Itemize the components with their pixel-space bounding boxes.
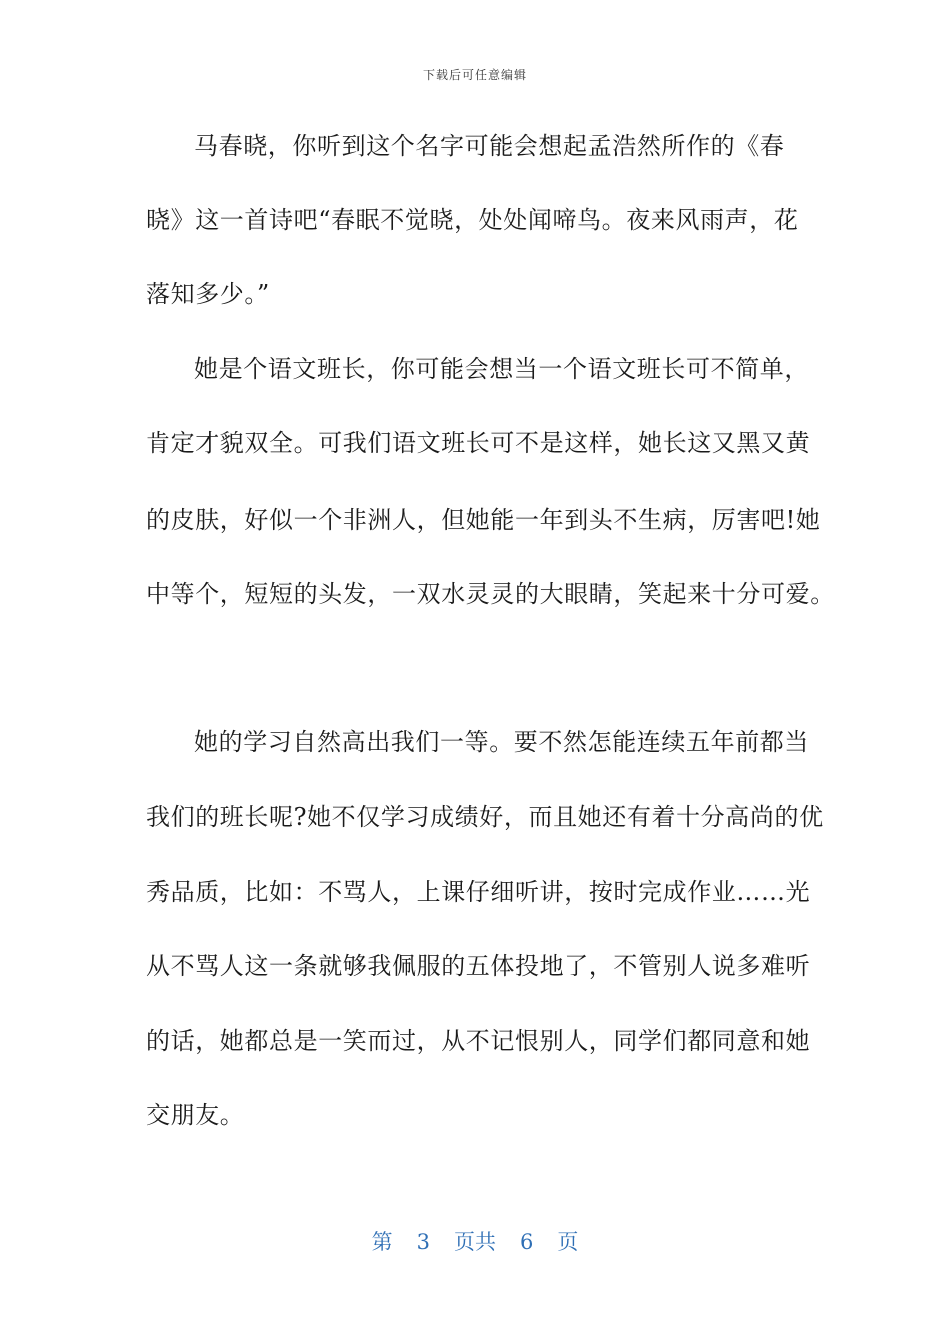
page-label-mid: 页共 — [454, 1230, 496, 1254]
paragraph-3-line-6: 交朋友。 — [146, 1101, 245, 1129]
paragraph-1-line-1: 马春晓，你听到这个名字可能会想起孟浩然所作的《春 — [194, 132, 785, 160]
paragraph-3-line-1: 她的学习自然高出我们一等。要不然怎能连续五年前都当 — [194, 728, 809, 756]
paragraph-3-line-4: 从不骂人这一条就够我佩服的五体投地了，不管别人说多难听 — [146, 952, 811, 980]
paragraph-3-line-5: 的话，她都总是一笑而过，从不记恨别人，同学们都同意和她 — [146, 1027, 811, 1055]
paragraph-2-line-1: 她是个语文班长，你可能会想当一个语文班长可不简单， — [194, 355, 809, 383]
page-label-prefix: 第 — [371, 1230, 393, 1254]
paragraph-2-line-4: 中等个，短短的头发，一双水灵灵的大眼睛，笑起来十分可爱。 — [146, 580, 835, 608]
page-label-suffix: 页 — [557, 1230, 579, 1254]
paragraph-1-line-2: 晓》这一首诗吧“春眠不觉晓，处处闻啼鸟。夜来风雨声，花 — [146, 206, 799, 234]
paragraph-2-line-2: 肯定才貌双全。可我们语文班长可不是这样，她长这又黑又黄 — [146, 429, 811, 457]
paragraph-2-line-3: 的皮肤，好似一个非洲人，但她能一年到头不生病，厉害吧!她 — [146, 506, 821, 534]
paragraph-3-line-2: 我们的班长呢?她不仅学习成绩好，而且她还有着十分高尚的优 — [146, 803, 824, 831]
page-total-number: 6 — [520, 1230, 534, 1254]
page-footer — [0, 1226, 950, 1256]
page-header: 下载后可任意编辑 — [422, 68, 527, 82]
page-current-number: 3 — [416, 1230, 430, 1254]
paragraph-3-line-3: 秀品质，比如：不骂人，上课仔细听讲，按时完成作业……光 — [146, 878, 811, 906]
paragraph-1-line-3: 落知多少。” — [146, 280, 270, 308]
